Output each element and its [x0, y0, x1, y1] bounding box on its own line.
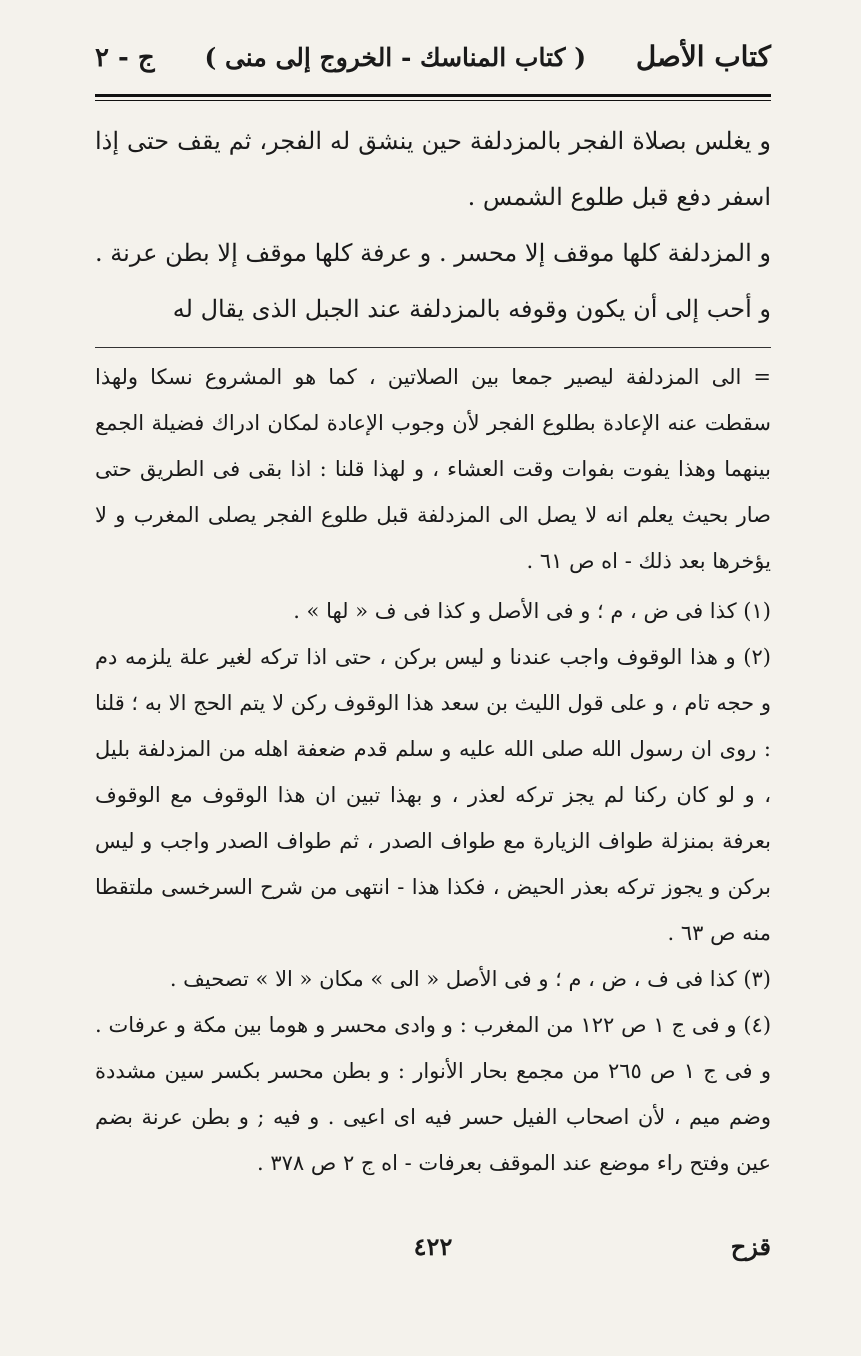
footnote: (٣) كذا فى ف ، ض ، م ؛ و فى الأصل « الى » مكان « الا » تصحيف . [169, 967, 771, 991]
section-title: ( كتاب المناسك - الخروج إلى منى ) [204, 43, 587, 72]
header-rule-thin [95, 100, 771, 101]
page-number: ٤٢٢ [413, 1232, 453, 1261]
book-title: كتاب الأصل [635, 40, 771, 73]
main-paragraph: و يغلس بصلاة الفجر بالمزدلفة حين ينشق له الفجر، ثم يقف حتى إذا اسفر دفع قبل طلوع الشمس . [95, 127, 771, 211]
signature-mark: قزح [730, 1232, 771, 1261]
notes-divider [95, 347, 771, 348]
footnote: (٤) و فى ج ١ ص ١٢٢ من المغرب : و وادى محسر و هوما بين مكة و عرفات . و فى ج ١ ص ٢٦٥ من مجمع بحار الأنوار : و بطن محسر بكسر سين مشددة وضم ميم ، لأن اصحاب الفيل حسر فيه اى اعيى . و فيه ; و بطن عرنة بضم عين وفتح راء موضع عند الموقف بعرفات - اه ج ٢ ص ٣٧٨ . [95, 1013, 772, 1175]
main-paragraph: و المزدلفة كلها موقف إلا محسر . و عرفة كلها موقف إلا بطن عرنة . و أحب إلى أن يكون وقوفه بالمزدلفة عند الجبل الذى يقال له [95, 239, 771, 323]
page-footer [95, 1232, 771, 1261]
running-header [95, 40, 771, 90]
commentary-continuation: = الى المزدلفة ليصير جمعا بين الصلاتين ، كما هو المشروع نسكا ولهذا سقطت عنه الإعادة بطلوع الفجر لأن وجوب الإعادة لمكان ادراك فضيلة الجمع بينهما وهذا يفوت بفوات وقت العشاء ، و لهذا قلنا : اذا بقى فى الطريق حتى صار بحيث يعلم انه لا يصل الى المزدلفة قبل طلوع الفجر يصلى المغرب و لا يؤخرها بعد ذلك - اه ص ٦١ . [95, 365, 771, 573]
header-rule [95, 94, 771, 97]
main-text [95, 113, 771, 337]
footnote: (١) كذا فى ض ، م ؛ و فى الأصل و كذا فى ف « لها » . [293, 599, 771, 623]
volume-number: ج - ٢ [95, 43, 155, 73]
footnote: (٢) و هذا الوقوف واجب عندنا و ليس بركن ، حتى اذا تركه لغير علة يلزمه دم و حجه تام ، و على قول الليث بن سعد هذا الوقوف ركن لا يتم الحج الا به ؛ قلنا : روى ان رسول الله صلى الله عليه و سلم قدم ضعفة اهله من المزدلفة بليل ، و لو كان ركنا لم يجز تركه لعذر ، و بهذا تبين ان هذا الوقوف مع الوقوف بعرفة بمنزلة طواف الزيارة مع طواف الصدر ، ثم طواف الصدر واجب و ليس بركن و يجوز تركه بعذر الحيض ، فكذا هذا - انتهى من شرح السرخسى ملتقطا منه ص ٦٣ . [95, 645, 771, 945]
notes-section [95, 354, 771, 1186]
